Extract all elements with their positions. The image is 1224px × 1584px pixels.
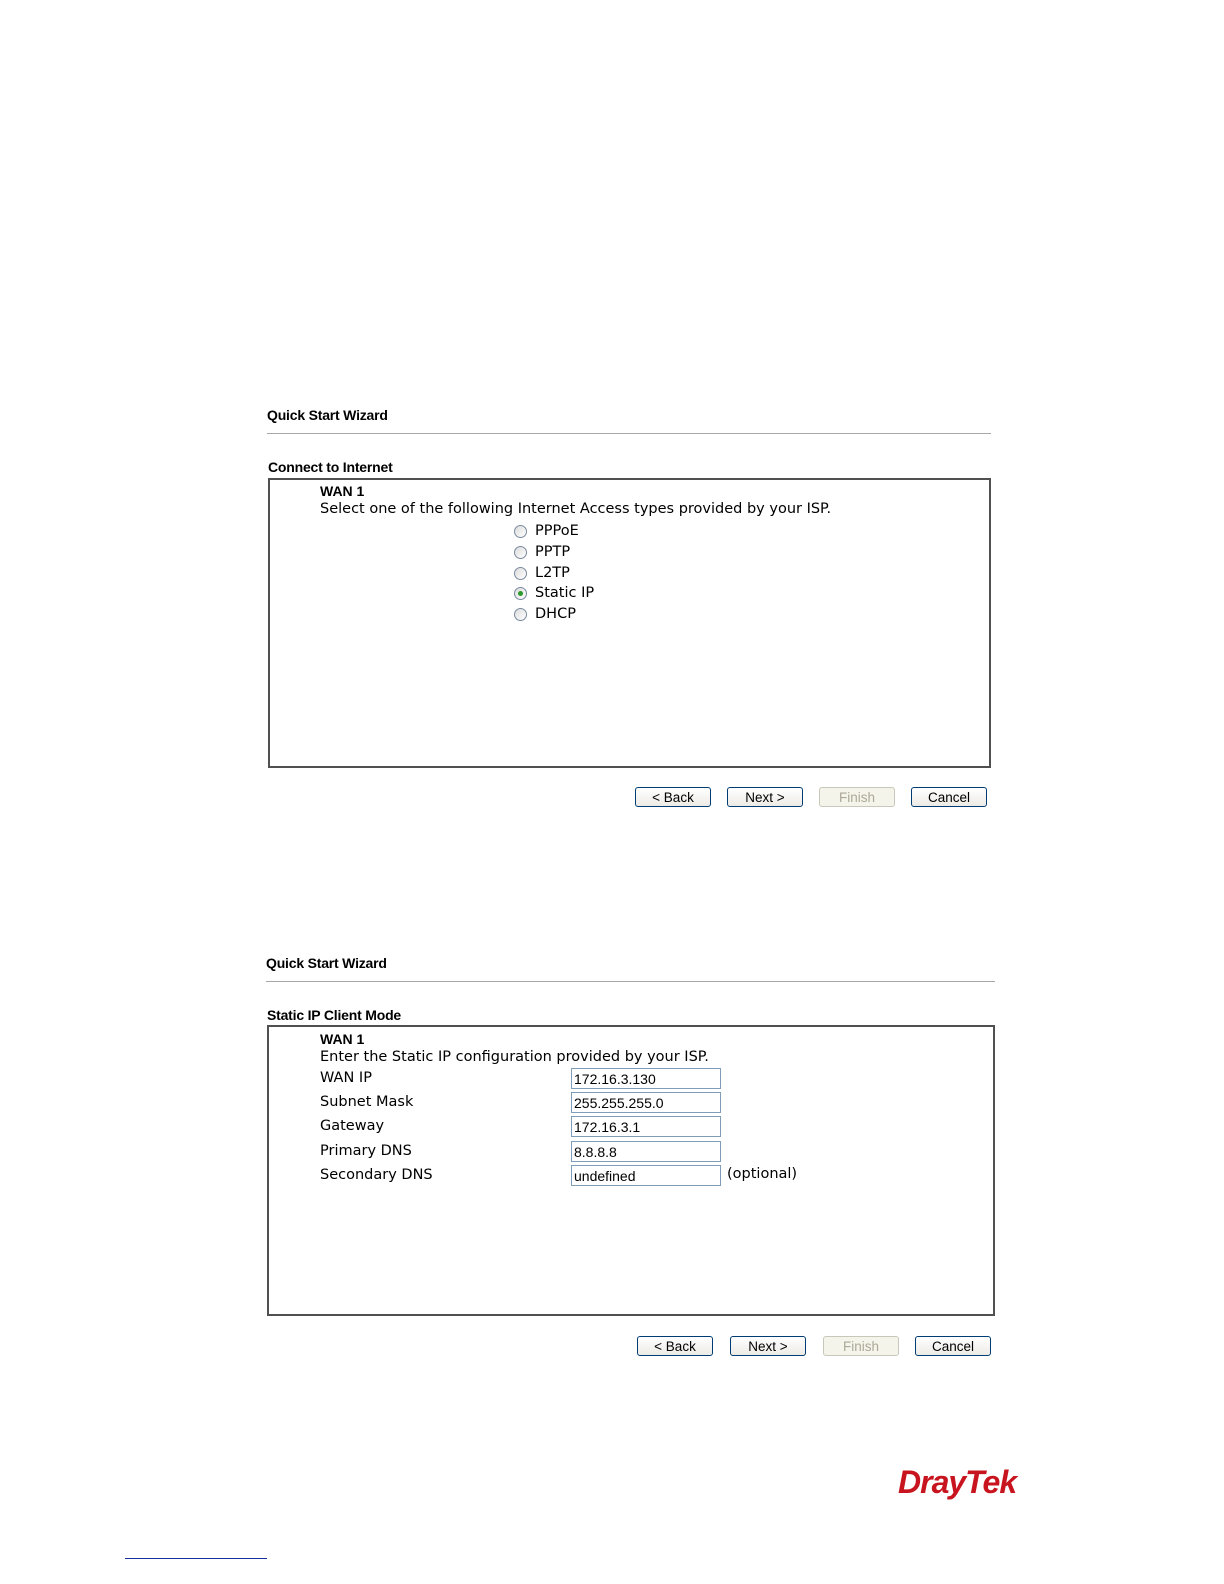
wizard-title: Quick Start Wizard bbox=[267, 407, 388, 423]
cancel-button[interactable]: Cancel bbox=[911, 787, 987, 807]
radio-button[interactable] bbox=[514, 567, 527, 580]
static-ip-box bbox=[267, 1025, 995, 1316]
radio-label: Static IP bbox=[535, 585, 595, 601]
access-type-box bbox=[268, 478, 991, 768]
radio-option-pppoe[interactable] bbox=[514, 521, 579, 541]
gateway-label: Gateway bbox=[320, 1118, 385, 1134]
next-button[interactable]: Next > bbox=[730, 1336, 806, 1356]
radio-button[interactable] bbox=[514, 525, 527, 538]
gateway-input[interactable] bbox=[571, 1116, 721, 1137]
wan-label: WAN 1 bbox=[320, 1031, 365, 1047]
wan-ip-input[interactable] bbox=[571, 1068, 721, 1089]
title-divider bbox=[267, 433, 991, 434]
radio-button-selected[interactable] bbox=[514, 587, 527, 600]
instruction-text: Enter the Static IP configuration provided by your ISP. bbox=[320, 1049, 709, 1065]
footer-divider bbox=[125, 1558, 267, 1559]
radio-button[interactable] bbox=[514, 546, 527, 559]
optional-note: (optional) bbox=[727, 1166, 798, 1182]
back-button[interactable]: < Back bbox=[637, 1336, 713, 1356]
wan-ip-label: WAN IP bbox=[320, 1070, 372, 1086]
radio-label: PPPoE bbox=[535, 523, 579, 539]
title-divider bbox=[266, 981, 995, 982]
radio-option-static-ip[interactable] bbox=[514, 583, 594, 603]
secondary-dns-input[interactable] bbox=[571, 1165, 721, 1186]
secondary-dns-label: Secondary DNS bbox=[320, 1167, 433, 1183]
radio-button[interactable] bbox=[514, 608, 527, 621]
wizard-title: Quick Start Wizard bbox=[266, 955, 387, 971]
primary-dns-input[interactable] bbox=[571, 1141, 721, 1162]
subnet-mask-label: Subnet Mask bbox=[320, 1094, 414, 1110]
radio-option-dhcp[interactable] bbox=[514, 604, 576, 624]
subnet-mask-input[interactable] bbox=[571, 1092, 721, 1113]
section-title: Static IP Client Mode bbox=[267, 1007, 402, 1023]
draytek-logo: DrayTek bbox=[898, 1464, 1017, 1500]
wan-label: WAN 1 bbox=[320, 483, 365, 499]
next-button[interactable]: Next > bbox=[727, 787, 803, 807]
radio-label: PPTP bbox=[535, 544, 571, 560]
cancel-button[interactable]: Cancel bbox=[915, 1336, 991, 1356]
finish-button: Finish bbox=[819, 787, 895, 807]
back-button[interactable]: < Back bbox=[635, 787, 711, 807]
radio-option-pptp[interactable] bbox=[514, 542, 570, 562]
instruction-text: Select one of the following Internet Access types provided by your ISP. bbox=[320, 501, 832, 517]
radio-option-l2tp[interactable] bbox=[514, 563, 570, 583]
radio-label: DHCP bbox=[535, 606, 576, 622]
section-title: Connect to Internet bbox=[268, 459, 393, 475]
primary-dns-label: Primary DNS bbox=[320, 1143, 412, 1159]
finish-button: Finish bbox=[823, 1336, 899, 1356]
radio-label: L2TP bbox=[535, 565, 570, 581]
